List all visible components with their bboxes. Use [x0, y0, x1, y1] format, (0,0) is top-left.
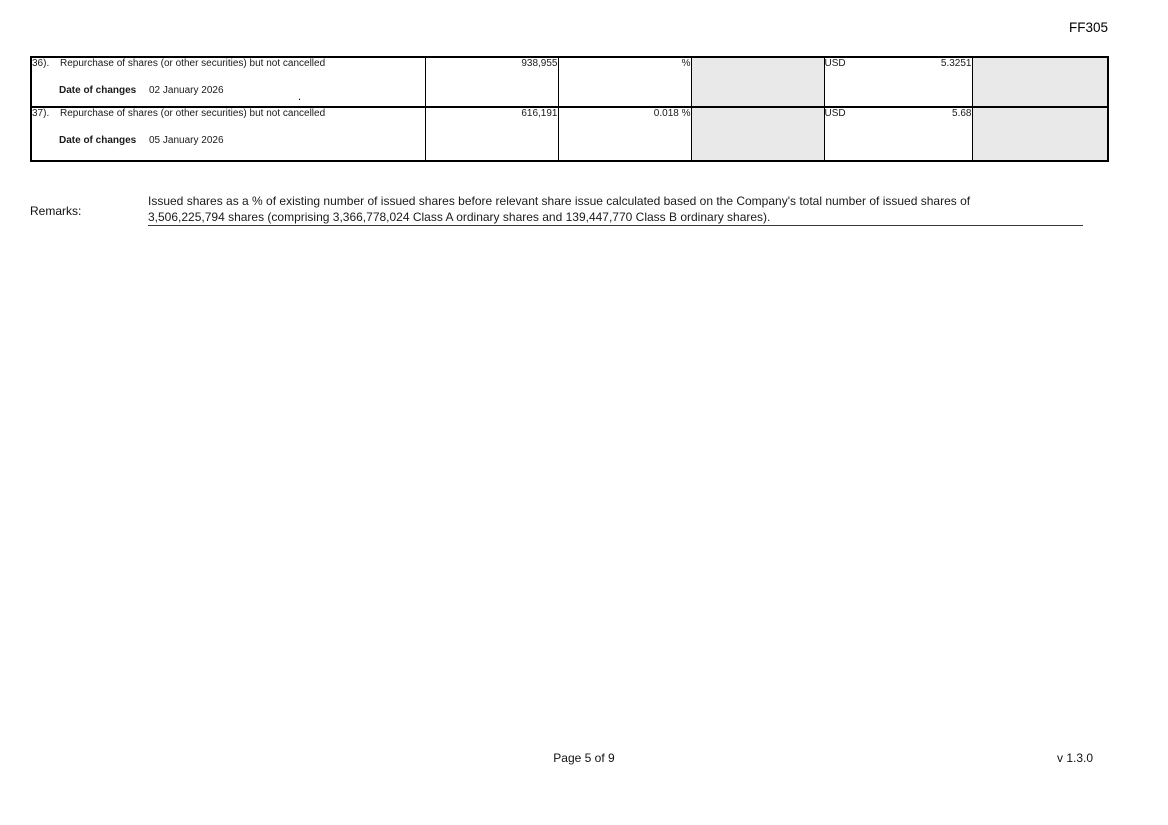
form-code: FF305 — [1069, 20, 1109, 35]
page-indicator: Page 5 of 9 — [553, 751, 615, 765]
price-cell — [824, 57, 972, 107]
percent-cell: 0.018 % — [558, 107, 691, 161]
row-number: 36). — [32, 58, 50, 69]
date-of-changes-label: Date of changes — [59, 135, 137, 146]
description-cell — [31, 57, 425, 107]
price-value: 5.68 — [952, 108, 972, 119]
row-description: Repurchase of shares (or other securities) but not cancelled — [60, 108, 326, 119]
shaded-empty-cell — [691, 107, 824, 161]
remarks-line-1: Issued shares as a % of existing number of issued shares before relevant share issue calculated based on the Company's total number of issued shares of — [148, 194, 971, 208]
description-cell — [31, 107, 425, 161]
date-of-changes-value: 02 January 2026 — [149, 85, 224, 96]
table-row-37 — [31, 107, 1108, 161]
shares-count-cell: 938,955 — [425, 57, 558, 107]
date-of-changes-value: 05 January 2026 — [149, 135, 224, 146]
shaded-empty-cell — [691, 57, 824, 107]
remarks-label: Remarks: — [30, 204, 82, 218]
description-line — [32, 58, 425, 69]
shaded-empty-cell — [972, 107, 1108, 161]
currency-label: USD — [824, 108, 846, 119]
date-of-changes-label: Date of changes — [59, 85, 137, 96]
stray-period: . — [298, 91, 302, 103]
price-value: 5.3251 — [940, 58, 972, 69]
version-label: v 1.3.0 — [1057, 751, 1094, 765]
shaded-empty-cell — [972, 57, 1108, 107]
row-description: Repurchase of shares (or other securities) but not cancelled — [60, 58, 326, 69]
table-row-36 — [31, 57, 1108, 107]
currency-label: USD — [824, 58, 846, 69]
remarks-line-2: 3,506,225,794 shares (comprising 3,366,778,024 Class A ordinary shares and 139,447,770 Class B ordinary shares). — [148, 209, 771, 224]
percent-cell: % — [558, 57, 691, 107]
remarks-text — [148, 194, 1083, 226]
date-of-changes-line — [32, 85, 425, 96]
shares-count-cell: 616,191 — [425, 107, 558, 161]
share-changes-table — [30, 56, 1109, 162]
date-of-changes-line — [32, 135, 425, 146]
price-cell — [824, 107, 972, 161]
row-number: 37). — [32, 108, 50, 119]
description-line — [32, 108, 425, 119]
